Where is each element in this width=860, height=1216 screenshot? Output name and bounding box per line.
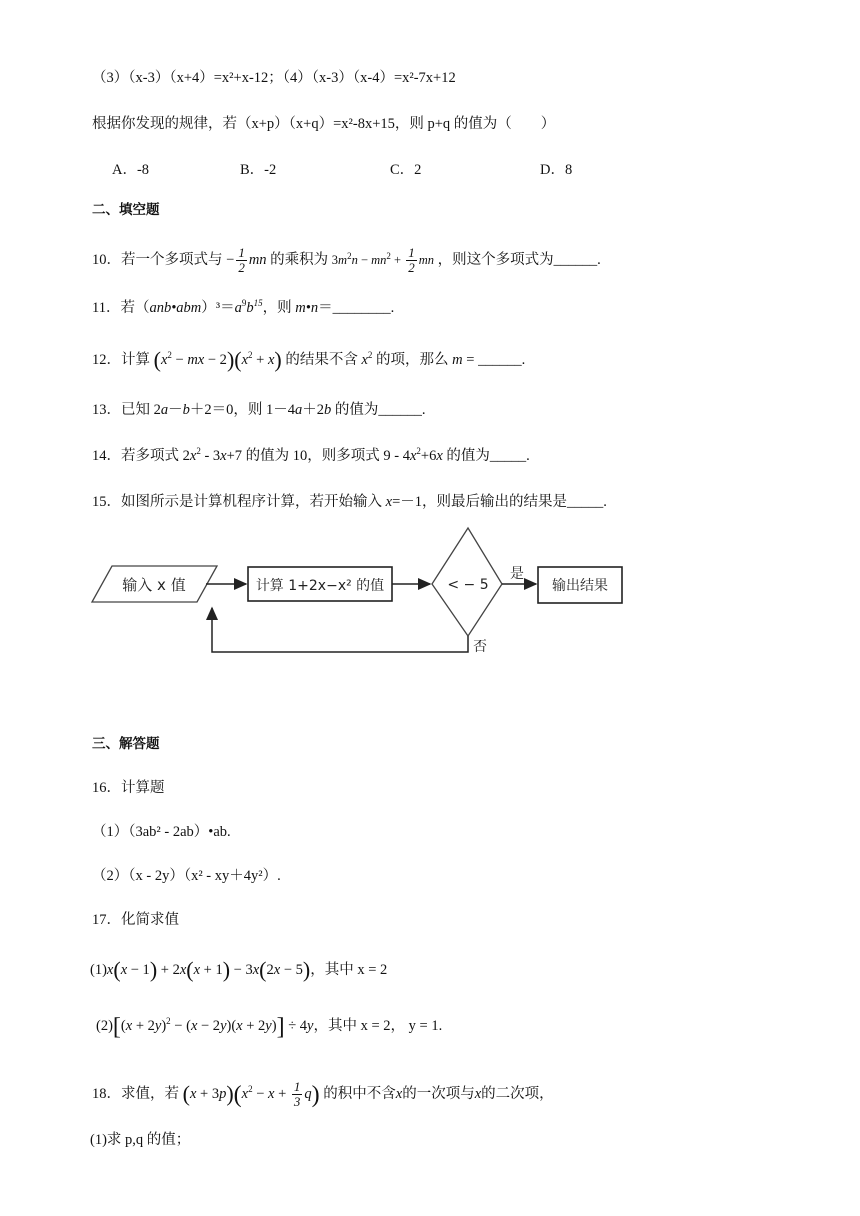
q11-number: 11． (92, 300, 121, 316)
q12-formula-m-equals: m = (452, 352, 475, 368)
q13-text-a: 已知 2 (121, 402, 161, 418)
question-10 (92, 246, 601, 275)
q10-formula-product: $3m^2n - mn^2$ + $\frac{1}{2}$ mn (331, 245, 435, 276)
q18-sub-1: (1)求 p,q 的值； (90, 1132, 191, 1148)
q17-title: 17．化简求值 (92, 912, 179, 928)
q14-x-squared-2: $x^2$ (409, 446, 421, 464)
q17-p1-tail: ，其中 x = 2 (310, 962, 388, 978)
q12-formula-product: ($x^2$ − mx − $2)(x^2 + x)$ (153, 347, 282, 372)
q14-text-b: - 3 (200, 448, 221, 464)
question-13 (92, 400, 426, 420)
question-15 (92, 492, 607, 512)
q15-text-a: 如图所示是计算机程序计算，若开始输入 (121, 494, 386, 510)
q15-text-b: =－1，则最后输出的结果是_____. (392, 494, 607, 510)
q13-var-a: a (160, 402, 169, 418)
q11-text-a: 若（ (120, 300, 150, 316)
q17-p2-formula: $(2)[(x + 2y)^2 - (x - 2y)(x + 2y)] \div 4y$ (96, 1014, 314, 1040)
q11-formula-m-n: m•n (295, 300, 319, 316)
q11-text-d: ＝________. (318, 300, 395, 316)
q12-formula-x2: $x^2$ (361, 350, 373, 368)
q18-text-a: 18．求值，若 (92, 1085, 179, 1102)
section-heading-solutions: 三、解答题 (92, 736, 160, 752)
q13-text-e: 的值为______. (331, 402, 426, 418)
q14-number: 14． (92, 448, 121, 464)
q14-text-c: +7 的值为 10，则多项式 9 - 4 (226, 448, 410, 464)
q11-text-c: ，则 (262, 300, 296, 316)
q11-formula-a9b15: $a^9b^{15}$ (234, 298, 263, 316)
section-heading-fill-in: 二、填空题 (92, 202, 160, 218)
question-18 (92, 1080, 554, 1109)
q14-text-d: +6 (420, 448, 437, 464)
program-flowchart (88, 524, 648, 664)
q13-text-d: ＋2 (302, 402, 324, 418)
q13-text-b: － (168, 402, 183, 418)
q15-number: 15． (92, 494, 121, 510)
q13-var-b: b (182, 402, 190, 418)
q16-part-2: （2）（x - 2y）（x² - xy＋4y²）. (92, 868, 281, 884)
q14-text-e: 的值为_____. (442, 448, 530, 464)
question-12 (92, 347, 526, 372)
q15-var-x: x (385, 494, 393, 510)
q9-stem: 根据你发现的规律，若（x+p）（x+q）=x²-8x+15，则 p+q 的值为（ ） (92, 116, 556, 132)
q13-var-b2: b (324, 402, 332, 418)
q18-text-c: 的一次项与 (402, 1085, 475, 1102)
q14-text-a: 若多项式 2 (121, 448, 190, 464)
q12-text-b: 的结果不含 (285, 352, 358, 368)
input-label: 输入 x 值 (122, 576, 186, 594)
q9-option-d: D．8 (540, 162, 573, 178)
q13-var-a2: a (295, 402, 303, 418)
q16-title: 16．计算题 (92, 780, 165, 796)
q12-text-c: 的项，那么 (376, 352, 449, 368)
q9-option-c: C．2 (390, 162, 422, 178)
loop-back-line (212, 608, 468, 652)
question-14 (92, 446, 530, 466)
q10-formula-neg-half-mn: − $\frac{1}{2}$ mn (226, 245, 267, 275)
q13-text-c: ＋2＝0，则 1－4 (189, 402, 295, 418)
q11-text-b: ）³＝ (201, 300, 235, 316)
q14-var-x: x (220, 448, 227, 464)
q14-x-squared: $x^2$ (189, 446, 201, 464)
yes-label: 是 (510, 566, 524, 582)
q18-var-x: x (395, 1085, 403, 1102)
q10-text-b: 的乘积为 (270, 251, 329, 268)
q9-option-b: B．-2 (240, 162, 277, 178)
output-label: 输出结果 (552, 578, 608, 594)
q10-text-c: ，则这个多项式为______. (437, 251, 601, 268)
q17-p1-formula: (1)x(x − 1) + 2x(x + 1) − 3x(2x − 5) (90, 957, 311, 982)
q18-formula: $(x + 3p)(x^2 - x$ + $\frac{1}{3}$ q) (182, 1079, 320, 1109)
q14-var-x2: x (436, 448, 443, 464)
q12-text-a: 计算 (121, 352, 150, 368)
q17-part-2 (96, 1014, 443, 1040)
q9-rule-line: （3）（x-3）（x+4）=x²+x-12；（4）（x-3）（x-4）=x²-7x+12 (92, 70, 456, 86)
q12-number: 12． (92, 352, 121, 368)
q17-p2-tail: ，其中 x = 2， y = 1. (313, 1018, 443, 1034)
q18-var-x2: x (474, 1085, 482, 1102)
q13-number: 13． (92, 402, 121, 418)
decision-condition: < − 5 (447, 577, 489, 593)
no-label: 否 (473, 639, 487, 655)
q10-text-a: 若一个多项式与 (121, 251, 223, 268)
q16-part-1: （1）（3ab² - 2ab）•ab. (92, 824, 231, 840)
q18-text-d: 的二次项， (481, 1085, 554, 1102)
q11-formula-anb-abm: anb•abm (149, 300, 202, 316)
compute-label: 计算 1+2x−x² 的值 (255, 578, 385, 594)
q17-part-1 (90, 957, 388, 982)
q10-number: 10． (92, 251, 121, 268)
q9-option-a: A．-8 (112, 162, 150, 178)
question-11 (92, 298, 394, 318)
q18-text-b: 的积中不含 (323, 1085, 396, 1102)
q12-text-d: ______. (478, 352, 526, 368)
